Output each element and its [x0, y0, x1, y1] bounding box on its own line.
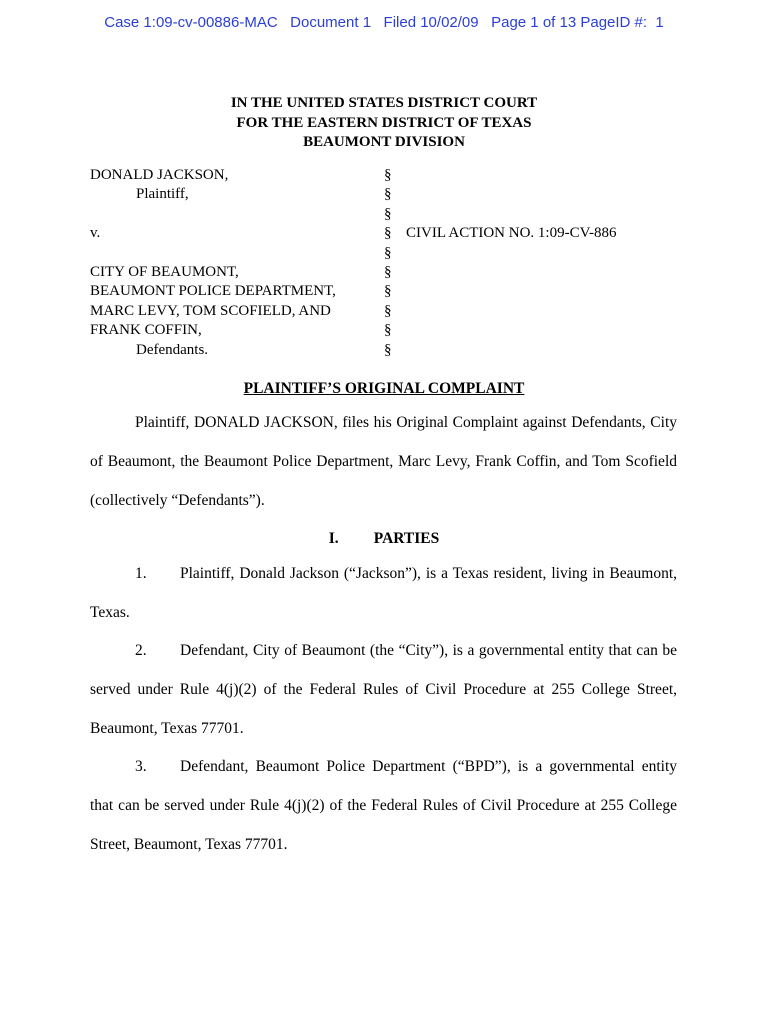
section-symbol: § [384, 244, 392, 261]
paragraph-text: Defendant, City of Beaumont (the “City”), is a governmental entity that can be served under Rule 4(j)(2) of the Federal Rules of Civil Procedure at 255 College Street, Beaumont, Texas 77701. [90, 642, 677, 737]
paragraph-number: 2. [135, 642, 147, 659]
section-symbol: § [384, 167, 392, 183]
court-heading [0, 94, 768, 153]
plaintiff-name: DONALD JACKSON, [90, 167, 229, 183]
section-symbol: § [384, 186, 392, 203]
section-name: PARTIES [373, 530, 440, 547]
intro-text: Plaintiff, DONALD JACKSON, files his Original Complaint against Defendants, City of Beaumont, the Beaumont Police Department, Marc Levy, Frank Coffin, and Tom Scofield (collectively “Defendants”). [90, 414, 677, 509]
defendant-line: MARC LEVY, TOM SCOFIELD, AND [90, 302, 331, 319]
paragraph-1 [90, 555, 677, 633]
versus: v. [90, 225, 101, 242]
paragraph-text: Defendant, Beaumont Police Department (“BPD”), is a governmental entity that can be served under Rule 4(j)(2) of the Federal Rules of Civil Procedure at 255 College Street, Beaumont, Texas 77701. [90, 758, 677, 853]
court-line-1: IN THE UNITED STATES DISTRICT COURT [230, 95, 538, 111]
section-symbol: § [384, 205, 392, 222]
section-symbol: § [384, 302, 392, 319]
court-line-3: BEAUMONT DIVISION [303, 134, 465, 150]
section-heading [0, 530, 768, 548]
section-symbol-column [384, 166, 396, 360]
section-symbol: § [384, 322, 392, 339]
defendant-line: FRANK COFFIN, [90, 322, 202, 339]
paragraph-number: 1. [135, 565, 147, 582]
paragraph-text: Plaintiff, Donald Jackson (“Jackson”), is a Texas resident, living in Beaumont, Texas. [90, 565, 677, 621]
defendant-line: BEAUMONT POLICE DEPARTMENT, [90, 283, 336, 300]
court-line-2: FOR THE EASTERN DISTRICT OF TEXAS [236, 114, 532, 131]
section-symbol: § [384, 283, 392, 300]
paragraph-2 [90, 632, 677, 748]
section-symbol: § [384, 225, 392, 242]
caption-spacer [90, 244, 380, 263]
section-symbol: § [384, 341, 392, 358]
defendant-line: CITY OF BEAUMONT, [90, 264, 239, 281]
intro-paragraph [90, 404, 677, 520]
civil-action-number: CIVIL ACTION NO. 1:09-CV-886 [406, 225, 617, 242]
paragraph-number: 3. [135, 758, 147, 775]
caption-parties [90, 166, 380, 360]
defendants-role: Defendants. [136, 341, 209, 358]
paragraph-3 [90, 748, 677, 864]
case-header: Case 1:09-cv-00886-MAC Document 1 Filed 10/02/09 Page 1 of 13 PageID #: 1 [104, 14, 664, 31]
plaintiff-role: Plaintiff, [136, 186, 189, 203]
caption-spacer [90, 205, 380, 224]
section-number: I. [328, 530, 339, 547]
section-symbol: § [384, 264, 392, 281]
document-title: PLAINTIFF’S ORIGINAL COMPLAINT [243, 380, 525, 397]
